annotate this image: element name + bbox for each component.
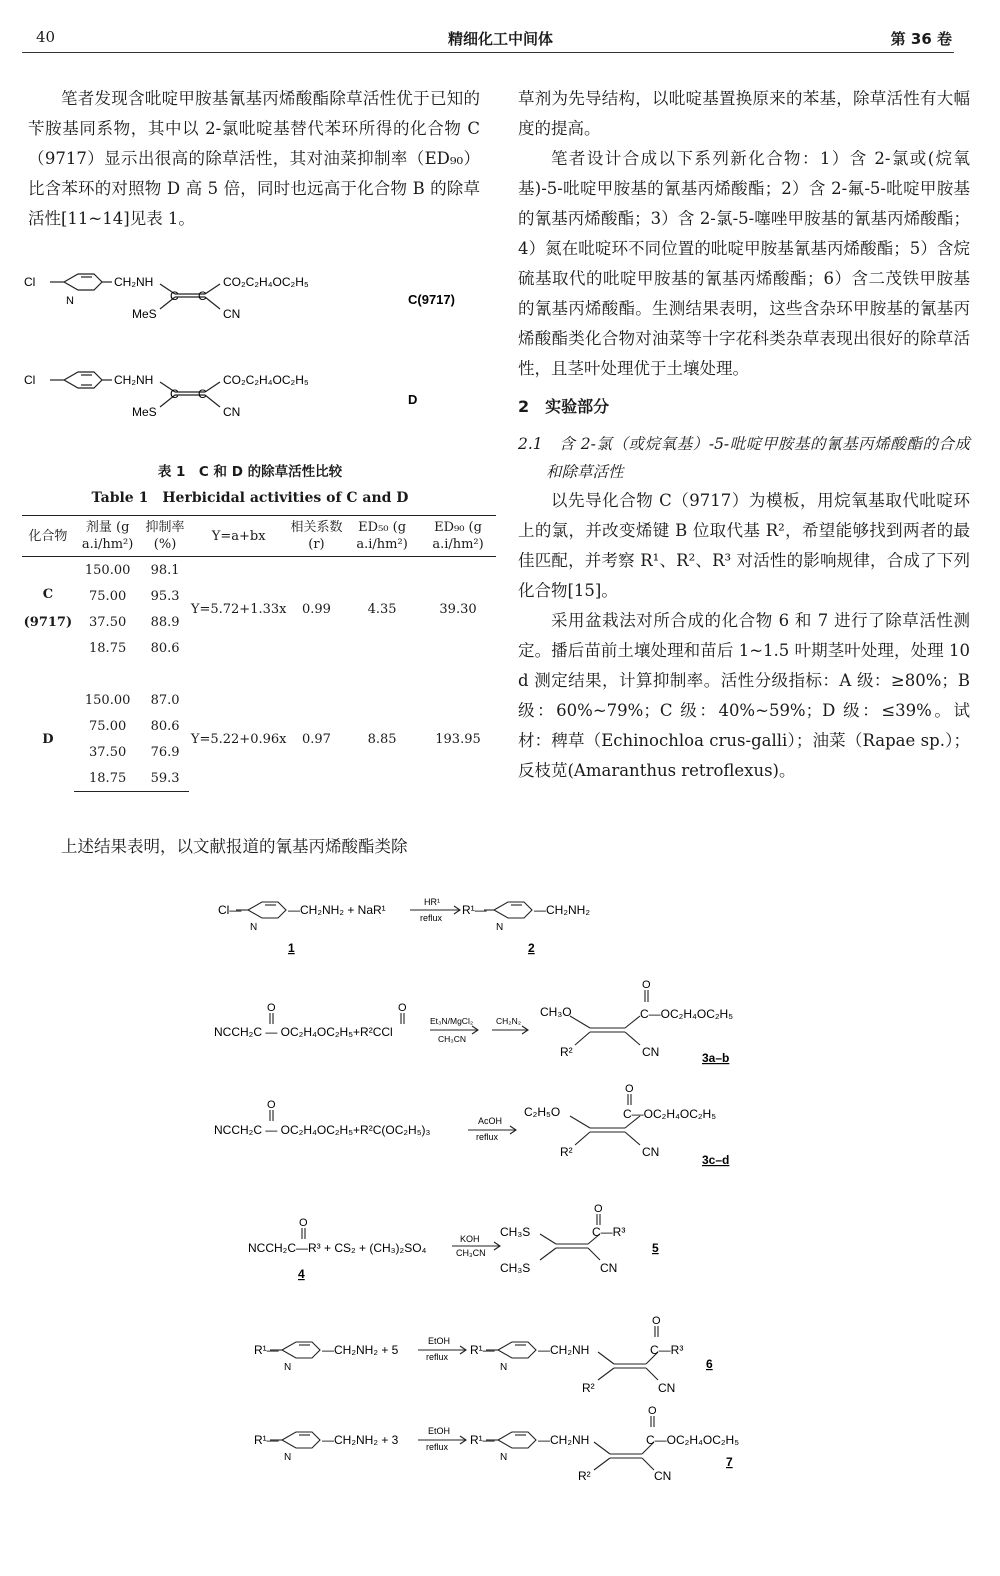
label-2: 2 [528,941,535,955]
section-heading-2: 2 实验部分 [518,397,610,416]
r2-prod-r2: R² [560,1045,573,1059]
r3-above: AcOH [478,1116,503,1126]
table-header-row [22,516,496,557]
r2-prod-top: CH₃O [540,1005,572,1019]
r2-prod-ester: C—OC₂H₄OC₂H₅ [640,1007,734,1021]
left-column-top [28,84,480,234]
ed90-cell: 39.30 [439,601,477,617]
r1-prod-right: —CH₂NH₂ [534,903,590,917]
dose-cell: 18.75 [89,640,127,656]
svg-text:N: N [284,1362,292,1373]
r5-prod: —CH₂NH [538,1343,590,1357]
r1-reagent: —CH₂NH₂ + NaR¹ [288,903,386,917]
label-3cd: 3c–d [702,1153,730,1167]
svg-text:MeS: MeS [132,405,157,419]
svg-text:O: O [267,1002,276,1014]
r6-reactant: —CH₂NH₂ + 3 [322,1433,399,1447]
label-6: 6 [706,1357,713,1371]
svg-text:C: C [198,387,207,401]
table-row [22,557,496,584]
volume: 第 36 卷 [890,30,952,48]
page-number: 40 [36,28,56,46]
svg-text:CO₂C₂H₄OC₂H₅: CO₂C₂H₄OC₂H₅ [223,275,309,289]
right-paragraph-1: 草剂为先导结构，以吡啶基置换原来的苯基，除草活性有大幅度的提高。 [518,89,970,138]
compound-sub: (9717) [23,615,73,630]
label-c: C(9717) [408,292,455,307]
r6-prod: —CH₂NH [538,1433,590,1447]
r3-prod-top: C₂H₅O [524,1105,561,1119]
rate-cell: 59.3 [141,765,188,792]
compound-name: C [42,587,54,602]
compound-name: D [42,731,54,747]
structure-c [20,262,490,332]
r5-r1: R¹— [254,1343,279,1357]
th-dose: 剂量 (g a.i/hm²) [74,516,142,557]
right-paragraph-2: 笔者设计合成以下系列新化合物：1）含 2-氯或(烷氧基)-5-吡啶甲胺基的氰基丙烯酸酯；2）含 2-氟-5-吡啶甲胺基的氰基丙烯酸酯；3）含 2-氯-5-噻唑甲胺基的氰基丙烯酸酯；4）氮在吡啶环不同位置的吡啶甲胺基氰基丙烯酸酯；5）含烷硫基取代的吡啶甲胺基的氰基丙烯酸酯；6）含二茂铁甲胺基的氰基丙烯酸酯。生测结果表明，这些含杂环甲胺基的氰基丙烯酸酯类化合物对油菜等十字花科类杂草表现出很好的除草活性，且茎叶处理优于土壤处理。 [518,149,970,378]
left-paragraph-1: 笔者发现含吡啶甲胺基氰基丙烯酸酯除草活性优于已知的苄胺基同系物，其中以 2-氯吡啶基替代苯环所得的化合物 C（9717）显示出很高的除草活性，其对油菜抑制率（ED₉₀）比含苯环的对照物 D 高 5 倍，同时也远高于化合物 B 的除草活性[11~14]见表 1。 [28,89,480,228]
header-rule [22,52,954,53]
rate-cell: 98.1 [150,562,180,578]
r5-below: reflux [426,1352,449,1362]
svg-text:C: C [198,289,207,303]
right-paragraph-4: 采用盆栽法对所合成的化合物 6 和 7 进行了除草活性测定。播后苗前土壤处理和苗后 1~1.5 叶期茎叶处理，处理 10 d 测定结果，计算抑制率。活性分级指标：A 级：≥80%；B 级：60%~79%；C 级：40%~59%；D 级：≤39%。试材：稗草（Echinochloa crus-galli）；油菜（Rapae sp.）；反枝苋(Amaranthus retroflexus)。 [518,611,970,780]
r1-above: HR¹ [424,897,440,907]
th-rate: 抑制率 (%) [141,516,188,557]
svg-text:O: O [299,1217,308,1229]
r2-above2: CH₂N₂ [496,1016,522,1026]
table-gap-row [22,661,496,687]
r6-prod-r2: R² [578,1469,591,1480]
r2-reactant: NCCH₂C — OC₂H₄OC₂H₅+R²CCl [214,1025,393,1039]
rate-cell: 88.9 [150,614,180,630]
dose-cell: 75.00 [89,588,127,604]
r3-reactant: NCCH₂C — OC₂H₄OC₂H₅+R²C(OC₂H₅)₃ [214,1123,431,1137]
rate-cell: 95.3 [150,588,180,604]
r-cell: 0.99 [301,601,331,617]
label-d: D [408,392,418,407]
label-7: 7 [726,1455,733,1469]
r4-prod-s2: CH₃S [500,1261,531,1275]
r3-prod-ester: C—OC₂H₄OC₂H₅ [623,1107,717,1121]
ed50-cell: 8.85 [367,731,397,747]
label-3ab: 3a–b [702,1051,730,1065]
dose-cell: 37.50 [89,744,127,760]
svg-text:N: N [500,1452,508,1463]
r5-prod-r3: C—R³ [650,1343,684,1357]
left-paragraph-2: 上述结果表明，以文献报道的氰基丙烯酸酯类除 [61,837,408,856]
r4-prod-r3: C—R³ [592,1225,626,1239]
journal-title: 精细化工中间体 [448,30,554,48]
r6-above: EtOH [428,1426,451,1436]
table-row [22,687,496,713]
svg-text:CO₂C₂H₄OC₂H₅: CO₂C₂H₄OC₂H₅ [223,373,309,387]
r6-prod-cn: CN [654,1469,672,1480]
r2-prod-cn: CN [642,1045,660,1059]
svg-text:N: N [250,922,258,933]
svg-text:O: O [625,1083,634,1095]
th-eq: Y=a+bx [189,516,289,557]
svg-text:C: C [170,289,179,303]
svg-text:CN: CN [223,405,241,419]
svg-text:N: N [496,922,504,933]
r6-below: reflux [426,1442,449,1452]
compound-cell [22,557,74,662]
r5-prod-r1: R¹— [470,1343,495,1357]
r1-prod-r1: R¹— [462,903,487,917]
th-compound: 化合物 [22,516,74,557]
svg-text:N: N [500,1362,508,1373]
svg-text:Cl: Cl [24,373,36,387]
svg-text:O: O [648,1405,657,1417]
ed50-cell: 4.35 [367,601,397,617]
r-cell: 0.97 [301,731,331,747]
eq-cell: Y=5.22+0.96x [190,731,287,747]
dose-cell: 18.75 [74,765,142,792]
r2-below: CH₃CN [438,1034,467,1044]
svg-text:CH₂NH: CH₂NH [114,275,154,289]
rate-cell: 80.6 [150,640,180,656]
r4-below: CH₃CN [456,1248,486,1258]
svg-text:N: N [284,1452,292,1463]
table-caption-en: Table 1 Herbicidal activities of C and D [91,490,409,506]
r3-prod-cn: CN [642,1145,660,1159]
svg-text:O: O [398,1002,407,1014]
r3-prod-r2: R² [560,1145,573,1159]
rate-cell: 76.9 [150,744,180,760]
r4-above: KOH [460,1234,480,1244]
table-caption-zh: 表 1 C 和 D 的除草活性比较 [157,464,343,480]
r1-cl: Cl— [218,903,242,917]
r4-prod-cn: CN [600,1261,618,1275]
running-header [28,24,952,52]
structure-d [20,360,490,430]
dose-cell: 75.00 [89,718,127,734]
dose-cell: 37.50 [89,614,127,630]
r4-reactant: NCCH₂C—R³ + CS₂ + (CH₃)₂SO₄ [248,1241,427,1255]
r5-above: EtOH [428,1336,451,1346]
label-5: 5 [652,1241,659,1255]
label-1: 1 [288,941,295,955]
th-ed90: ED₉₀ (g a.i/hm²) [420,516,496,557]
ed90-cell: 193.95 [435,731,481,747]
dose-cell: 150.00 [84,562,131,578]
r2-above: Et₃N/MgCl₂ [430,1016,474,1026]
r4-prod-s1: CH₃S [500,1225,531,1239]
eq-cell: Y=5.72+1.33x [190,601,287,617]
svg-text:O: O [652,1315,661,1327]
r5-prod-cn: CN [658,1381,676,1395]
r5-reactant: —CH₂NH₂ + 5 [322,1343,399,1357]
svg-text:O: O [267,1099,276,1111]
r6-r1: R¹— [254,1433,279,1447]
right-paragraph-3: 以先导化合物 C（9717）为模板，用烷氧基取代吡啶环上的氯，并改变烯键 B 位取代基 R²，希望能够找到两者的最佳匹配，并考察 R¹、R²、R³ 对活性的影响规律，合成了下列化合物[15]。 [518,491,970,600]
synthesis-scheme [0,880,1000,1480]
svg-text:O: O [642,979,651,991]
th-r: 相关系数(r) [289,516,344,557]
right-column [518,84,970,786]
r3-below: reflux [476,1132,499,1142]
r6-prod-ester: C—OC₂H₄OC₂H₅ [646,1433,740,1447]
svg-text:CN: CN [223,307,241,321]
svg-text:Cl: Cl [24,275,36,289]
label-4: 4 [298,1267,305,1281]
th-ed50: ED₅₀ (g a.i/hm²) [344,516,420,557]
svg-text:N: N [66,295,74,307]
r6-prod-r1: R¹— [470,1433,495,1447]
rate-cell: 80.6 [150,718,180,734]
svg-text:CH₂NH: CH₂NH [114,373,154,387]
subsection-heading-2-1: 2.1 含 2-氯（或烷氧基）-5-吡啶甲胺基的氰基丙烯酸酯的合成和除草活性 [518,435,970,481]
r5-prod-r2: R² [582,1381,595,1395]
left-column-bottom [28,832,480,862]
svg-text:O: O [594,1203,603,1215]
r1-below: reflux [420,913,443,923]
rate-cell: 87.0 [150,692,180,708]
svg-text:MeS: MeS [132,307,157,321]
dose-cell: 150.00 [84,692,131,708]
svg-text:C: C [170,387,179,401]
compound-cell [22,687,74,792]
table-1 [22,515,496,792]
